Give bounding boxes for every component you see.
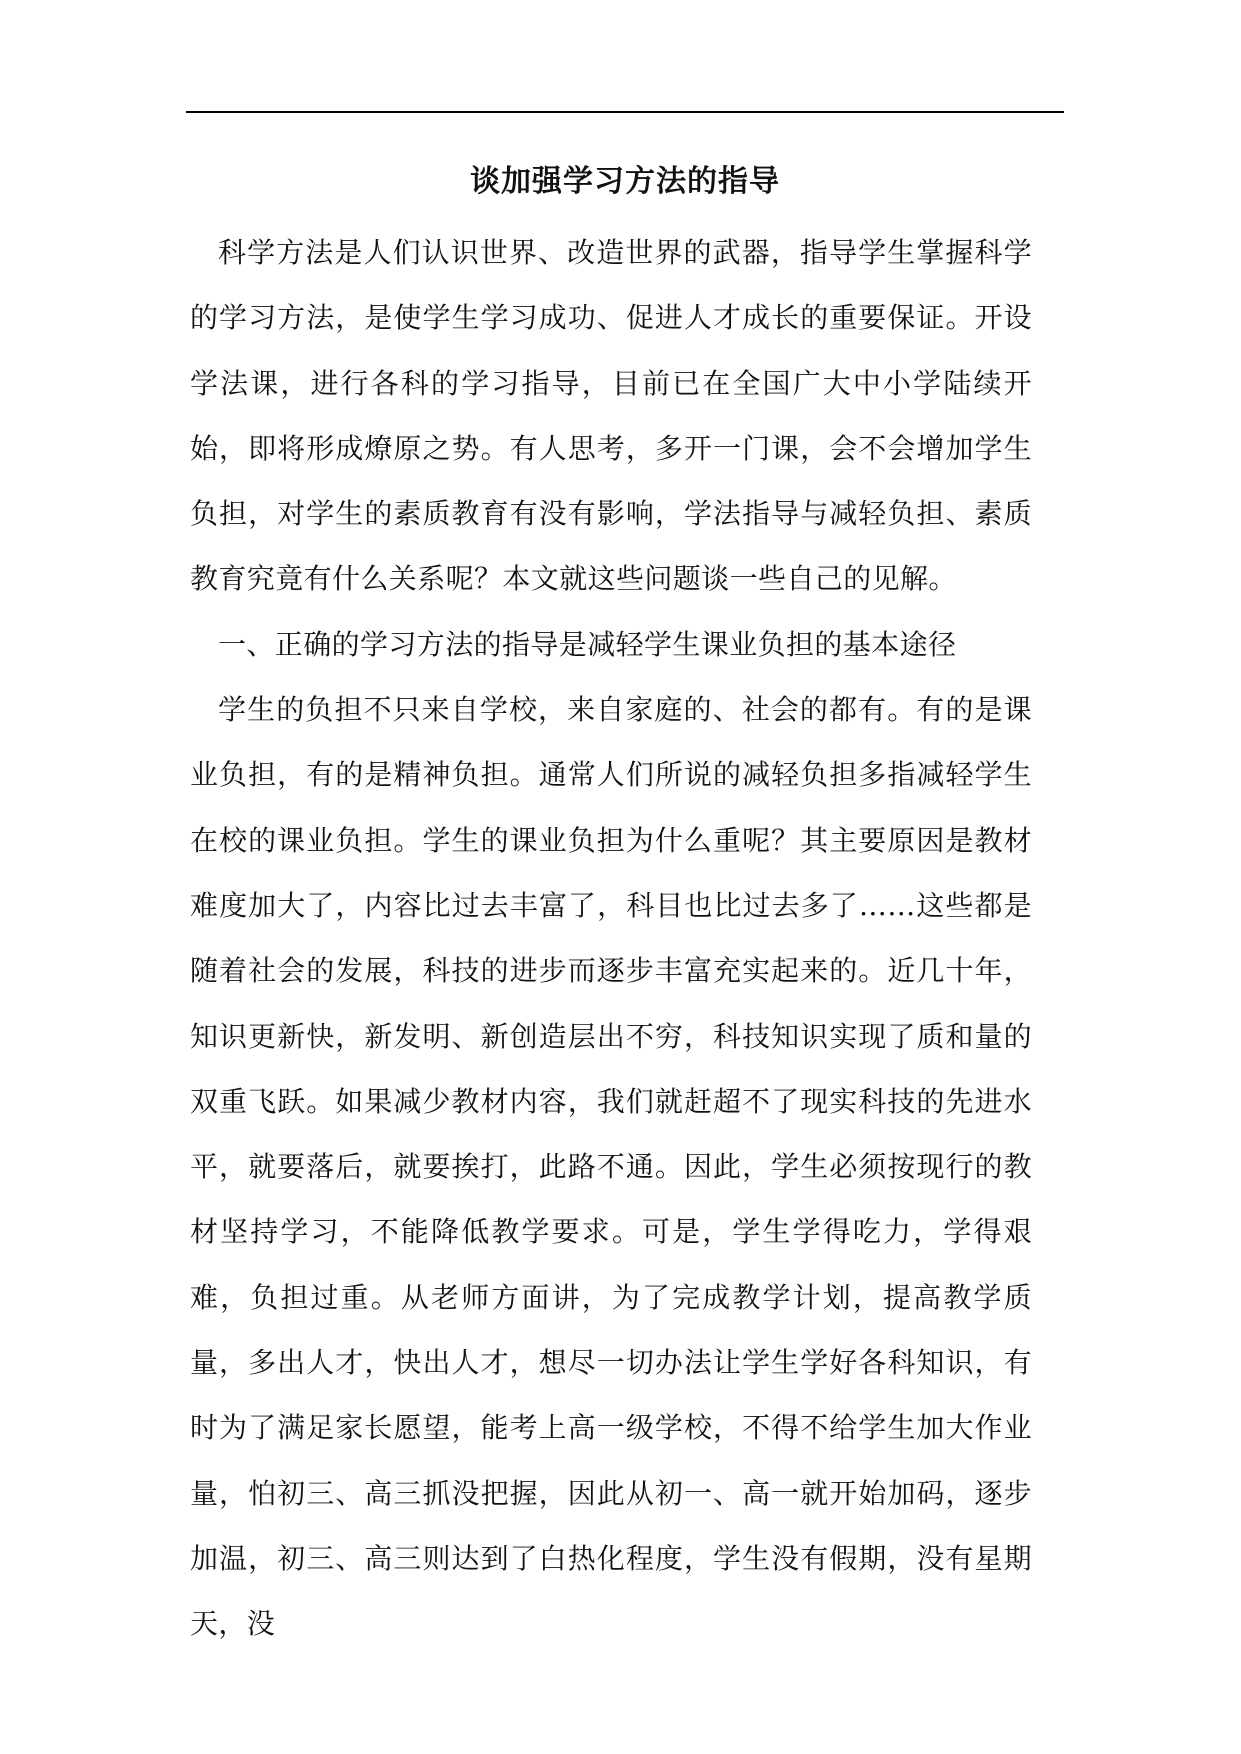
- header-rule: [186, 111, 1064, 113]
- document-title: 谈加强学习方法的指导: [470, 164, 780, 199]
- intro-paragraph: 科学方法是人们认识世界、改造世界的武器，指导学生掌握科学的学习方法，是使学生学习成功、促进人才成长的重要保证。开设学法课，进行各科的学习指导，目前已在全国广大中小学陆续开始，即将形成燎原之势。有人思考，多开一门课，会不会增加学生负担，对学生的素质教育有没有影响，学法指导与减轻负担、素质教育究竟有什么关系呢？本文就这些问题谈一些自己的见解。: [190, 236, 1032, 596]
- section-paragraph: 学生的负担不只来自学校，来自家庭的、社会的都有。有的是课业负担，有的是精神负担。通常人们所说的减轻负担多指减轻学生在校的课业负担。学生的课业负担为什么重呢？其主要原因是教材难度加大了，内容比过去丰富了，科目也比过去多了……这些都是随着社会的发展，科技的进步而逐步丰富充实起来的。近几十年，知识更新快，新发明、新创造层出不穷，科技知识实现了质和量的双重飞跃。如果减少教材内容，我们就赶超不了现实科技的先进水平，就要落后，就要挨打，此路不通。因此，学生必须按现行的教材坚持学习，不能降低教学要求。可是，学生学得吃力，学得艰难，负担过重。从老师方面讲，为了完成教学计划，提高教学质量，多出人才，快出人才，想尽一切办法让学生学好各科知识，有时为了满足家长愿望，能考上高一级学校，不得不给学生加大作业量，怕初三、高三抓没把握，因此从初一、高一就开始加码，逐步加温，初三、高三则达到了白热化程度，学生没有假期，没有星期天，没: [190, 693, 1032, 1641]
- section-heading: 一、正确的学习方法的指导是减轻学生课业负担的基本途径: [218, 627, 957, 661]
- document-body: [190, 220, 1032, 1657]
